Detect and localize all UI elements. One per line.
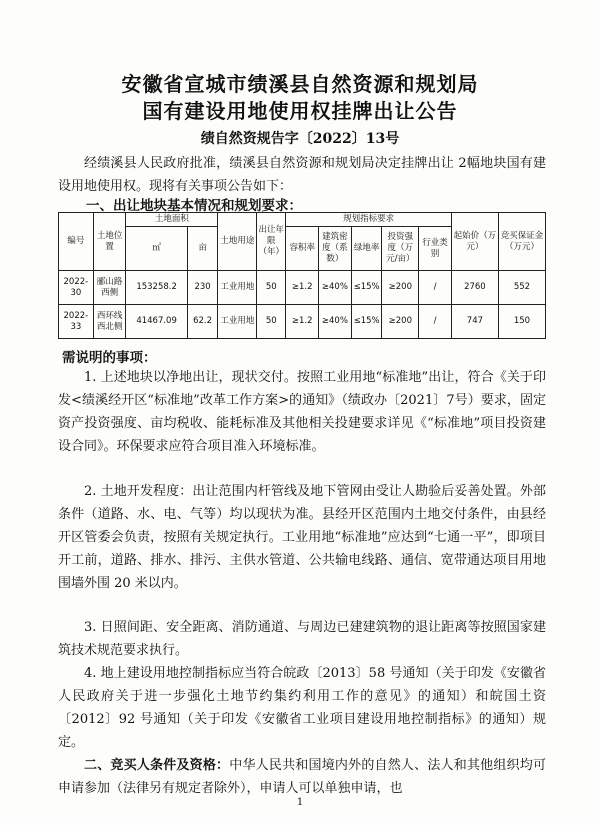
cell-m2: 41467.09 [126, 305, 187, 339]
header-invest: 投资强度（万元/亩） [382, 227, 419, 271]
cell-m2: 153258.2 [126, 271, 187, 305]
table-row [59, 271, 546, 305]
cell-term: 50 [257, 271, 286, 305]
notes-heading: 需说明的事项： [62, 350, 157, 366]
cell-far: ≥1.2 [286, 271, 319, 305]
cell-location: 西环线西北侧 [93, 305, 126, 339]
header-area: 土地面积 [126, 213, 218, 227]
cell-green: ≤15% [351, 271, 382, 305]
section2-paragraph [58, 754, 546, 800]
page-number: 1 [296, 797, 304, 808]
cell-price: 2760 [451, 271, 498, 305]
parcel-table [58, 212, 546, 339]
cell-location: 郦山路西侧 [93, 271, 126, 305]
cell-mu: 62.2 [187, 305, 218, 339]
cell-industry: / [419, 305, 452, 339]
header-industry: 行业类别 [419, 227, 452, 271]
table-row [59, 305, 546, 339]
header-green: 绿地率 [351, 227, 382, 271]
cell-use: 工业用地 [218, 271, 257, 305]
cell-density: ≥40% [319, 305, 352, 339]
section2-text: 中华人民共和国境内外的自然人、法人和其他组织均可申请参加（法律另有规定者除外），申请人可以单独申请，也 [58, 758, 546, 796]
note-3: 3. 日照间距、安全距离、消防通道、与周边已建建筑物的退让距离等按照国家建筑技术规范要求执行。 [58, 620, 546, 658]
cell-density: ≥40% [319, 271, 352, 305]
header-term: 出让年限（年） [257, 213, 286, 271]
note-1: 1. 上述地块以净地出让，现状交付。按照工业用地“标准地”出让，符合《关于印发<绩溪经开区“标准地”改革工作方案>的通知》（绩政办〔2021〕7号）要求，固定资产投资强度、亩均税收、能耗标准及其他相关投建要求详见《“标准地”项目投资建设合同》。环保要求应符合项目准入环境标准。 [58, 370, 547, 454]
note-4: 4. 地上建设用地控制指标应当符合皖政〔2013〕58 号通知（关于印发《安徽省人民政府关于进一步强化土地节约集约利用工作的意见》的通知）和皖国土资〔2012〕92 号通知（关于印发《安徽省工业项目建设用地控制指标》的通知）规定。 [58, 666, 546, 750]
header-planning: 规划指标要求 [286, 213, 452, 227]
cell-green: ≤15% [351, 305, 382, 339]
header-start-price: 起始价（万元） [451, 213, 498, 271]
section2-heading: 二、竞买人条件及资格： [84, 758, 230, 773]
cell-no: 2022-33 [59, 305, 94, 339]
intro-paragraph: 经绩溪县人民政府批准，绩溪县自然资源和规划局决定挂牌出让 2幅地块国有建设用地使用权。现将有关事项公告如下： [58, 156, 546, 194]
cell-mu: 230 [187, 271, 218, 305]
cell-price: 747 [451, 305, 498, 339]
section1-heading: 一、出让地块基本情况和规划要求： [86, 198, 302, 214]
document-number: 绩自然资规告字〔2022〕13号 [200, 131, 400, 147]
cell-industry: / [419, 271, 452, 305]
cell-no: 2022-30 [59, 271, 94, 305]
cell-use: 工业用地 [218, 305, 257, 339]
header-location: 土地位置 [93, 213, 126, 271]
cell-far: ≥1.2 [286, 305, 319, 339]
title-line-1: 安徽省宣城市绩溪县自然资源和规划局 [121, 72, 479, 96]
note-2: 2. 土地开发程度：出让范围内杆管线及地下管网由受让人勘验后妥善处置。外部条件（道路、水、电、气等）均以现状为准。县经开区范围内土地交付条件，由县经开区管委会负责，按照有关规定执行。工业用地“标准地”应达到“七通一平”，即项目开工前，道路、排水、排污、主供水管道、公共输电线路、通信、宽带通达项目用地围墙外围 20 米以内。 [58, 484, 546, 591]
cell-invest: ≥200 [382, 305, 419, 339]
cell-deposit: 552 [498, 271, 545, 305]
header-density: 建筑密度（系数） [319, 227, 352, 271]
header-use: 土地用途 [218, 213, 257, 271]
cell-deposit: 150 [498, 305, 545, 339]
header-area-m2: ㎡ [126, 227, 187, 271]
header-no: 编号 [59, 213, 94, 271]
header-area-mu: 亩 [187, 227, 218, 271]
cell-invest: ≥200 [382, 271, 419, 305]
header-far: 容积率 [286, 227, 319, 271]
cell-term: 50 [257, 305, 286, 339]
header-deposit: 竞买保证金（万元） [498, 213, 545, 271]
title-line-2: 国有建设用地使用权挂牌出让公告 [142, 99, 458, 123]
